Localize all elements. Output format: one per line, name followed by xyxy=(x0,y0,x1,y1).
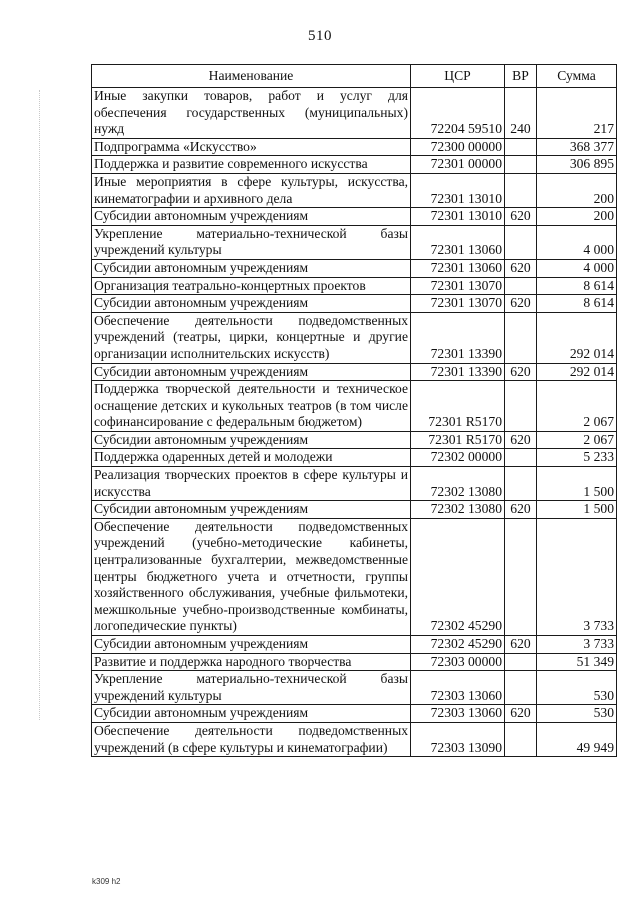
budget-table xyxy=(91,64,617,757)
table-row xyxy=(92,449,617,467)
cell-name: Субсидии автономным учреждениям xyxy=(92,501,411,519)
cell-name: Субсидии автономным учреждениям xyxy=(92,295,411,313)
cell-name: Обеспечение деятельности подведомственных учреждений (в сфере культуры и кинематографии) xyxy=(92,722,411,756)
table-row xyxy=(92,705,617,723)
margin-dots xyxy=(39,90,41,720)
header-csr: ЦСР xyxy=(411,65,505,88)
table-row xyxy=(92,431,617,449)
cell-sum: 51 349 xyxy=(537,653,617,671)
cell-name: Развитие и поддержка народного творчества xyxy=(92,653,411,671)
cell-sum: 8 614 xyxy=(537,295,617,313)
cell-sum: 5 233 xyxy=(537,449,617,467)
cell-name: Иные закупки товаров, работ и услуг для обеспечения государственных (муниципальных) нужд xyxy=(92,88,411,139)
cell-vr: 620 xyxy=(505,705,537,723)
table-row xyxy=(92,518,617,635)
cell-vr: 620 xyxy=(505,431,537,449)
cell-csr: 72302 45290 xyxy=(411,518,505,635)
cell-csr: 72303 13060 xyxy=(411,705,505,723)
table-row xyxy=(92,381,617,432)
cell-name: Субсидии автономным учреждениям xyxy=(92,259,411,277)
table-row xyxy=(92,295,617,313)
cell-sum: 4 000 xyxy=(537,225,617,259)
cell-name: Организация театрально-концертных проектов xyxy=(92,277,411,295)
cell-vr: 620 xyxy=(505,208,537,226)
cell-vr: 620 xyxy=(505,501,537,519)
cell-vr xyxy=(505,449,537,467)
cell-sum: 1 500 xyxy=(537,501,617,519)
cell-vr: 620 xyxy=(505,295,537,313)
cell-sum: 306 895 xyxy=(537,156,617,174)
footer-code: k309 h2 xyxy=(92,877,121,886)
cell-vr xyxy=(505,722,537,756)
cell-sum: 2 067 xyxy=(537,381,617,432)
cell-csr: 72302 00000 xyxy=(411,449,505,467)
cell-sum: 8 614 xyxy=(537,277,617,295)
cell-sum: 2 067 xyxy=(537,431,617,449)
cell-vr: 240 xyxy=(505,88,537,139)
cell-csr: 72301 13390 xyxy=(411,363,505,381)
table-row xyxy=(92,156,617,174)
cell-vr xyxy=(505,518,537,635)
table-row xyxy=(92,277,617,295)
header-sum: Сумма xyxy=(537,65,617,88)
cell-csr: 72301 13060 xyxy=(411,225,505,259)
cell-vr xyxy=(505,277,537,295)
cell-sum: 3 733 xyxy=(537,518,617,635)
cell-sum: 530 xyxy=(537,671,617,705)
cell-name: Субсидии автономным учреждениям xyxy=(92,431,411,449)
cell-csr: 72204 59510 xyxy=(411,88,505,139)
cell-sum: 292 014 xyxy=(537,312,617,363)
cell-name: Обеспечение деятельности подведомственных учреждений (учебно-методические кабинеты, централизованные бухгалтерии, межведомственные центры бюджетного учета и отчетности, группы хозяйственного обслуживания, учебные фильмотеки, межшкольные учебно-производственные комбинаты, логопедические пункты) xyxy=(92,518,411,635)
cell-name: Иные мероприятия в сфере культуры, искусства, кинематографии и архивного дела xyxy=(92,173,411,207)
cell-vr xyxy=(505,381,537,432)
table-header-row xyxy=(92,65,617,88)
table-row xyxy=(92,312,617,363)
table-row xyxy=(92,467,617,501)
cell-csr: 72302 13080 xyxy=(411,501,505,519)
cell-name: Обеспечение деятельности подведомственных учреждений (театры, цирки, концертные и другие организации исполнительских искусств) xyxy=(92,312,411,363)
cell-name: Укрепление материально-технической базы учреждений культуры xyxy=(92,225,411,259)
cell-csr: 72301 13010 xyxy=(411,208,505,226)
cell-sum: 49 949 xyxy=(537,722,617,756)
table-row xyxy=(92,653,617,671)
cell-vr: 620 xyxy=(505,363,537,381)
cell-sum: 200 xyxy=(537,208,617,226)
table-row xyxy=(92,88,617,139)
cell-vr xyxy=(505,653,537,671)
cell-vr xyxy=(505,156,537,174)
cell-vr: 620 xyxy=(505,636,537,654)
cell-csr: 72301 13010 xyxy=(411,173,505,207)
table-row xyxy=(92,636,617,654)
cell-vr xyxy=(505,312,537,363)
table-row xyxy=(92,225,617,259)
table-row xyxy=(92,138,617,156)
cell-csr: 72301 R5170 xyxy=(411,431,505,449)
table-row xyxy=(92,363,617,381)
cell-name: Подпрограмма «Искусство» xyxy=(92,138,411,156)
table-row xyxy=(92,501,617,519)
cell-csr: 72303 13090 xyxy=(411,722,505,756)
cell-name: Реализация творческих проектов в сфере культуры и искусства xyxy=(92,467,411,501)
cell-name: Поддержка творческой деятельности и техническое оснащение детских и кукольных театров (в том числе софинансирование с федеральным бюджетом) xyxy=(92,381,411,432)
cell-sum: 4 000 xyxy=(537,259,617,277)
cell-sum: 292 014 xyxy=(537,363,617,381)
cell-csr: 72302 13080 xyxy=(411,467,505,501)
cell-csr: 72303 13060 xyxy=(411,671,505,705)
cell-csr: 72301 13070 xyxy=(411,295,505,313)
cell-name: Укрепление материально-технической базы учреждений культуры xyxy=(92,671,411,705)
cell-vr xyxy=(505,671,537,705)
cell-name: Поддержка и развитие современного искусства xyxy=(92,156,411,174)
cell-sum: 200 xyxy=(537,173,617,207)
cell-csr: 72303 00000 xyxy=(411,653,505,671)
cell-name: Субсидии автономным учреждениям xyxy=(92,363,411,381)
cell-sum: 1 500 xyxy=(537,467,617,501)
cell-name: Субсидии автономным учреждениям xyxy=(92,208,411,226)
cell-name: Поддержка одаренных детей и молодежи xyxy=(92,449,411,467)
cell-vr xyxy=(505,467,537,501)
cell-csr: 72302 45290 xyxy=(411,636,505,654)
header-name: Наименование xyxy=(92,65,411,88)
page-number: 510 xyxy=(308,28,332,44)
cell-name: Субсидии автономным учреждениям xyxy=(92,705,411,723)
cell-sum: 217 xyxy=(537,88,617,139)
cell-sum: 368 377 xyxy=(537,138,617,156)
cell-sum: 530 xyxy=(537,705,617,723)
cell-csr: 72301 00000 xyxy=(411,156,505,174)
cell-csr: 72301 13070 xyxy=(411,277,505,295)
table-row xyxy=(92,259,617,277)
cell-sum: 3 733 xyxy=(537,636,617,654)
cell-csr: 72300 00000 xyxy=(411,138,505,156)
table-row xyxy=(92,173,617,207)
cell-csr: 72301 13390 xyxy=(411,312,505,363)
cell-vr xyxy=(505,173,537,207)
cell-csr: 72301 13060 xyxy=(411,259,505,277)
cell-vr xyxy=(505,138,537,156)
cell-csr: 72301 R5170 xyxy=(411,381,505,432)
cell-vr: 620 xyxy=(505,259,537,277)
table-row xyxy=(92,722,617,756)
header-vr: ВР xyxy=(505,65,537,88)
cell-vr xyxy=(505,225,537,259)
table-body xyxy=(92,88,617,757)
cell-name: Субсидии автономным учреждениям xyxy=(92,636,411,654)
table-row xyxy=(92,671,617,705)
table-row xyxy=(92,208,617,226)
